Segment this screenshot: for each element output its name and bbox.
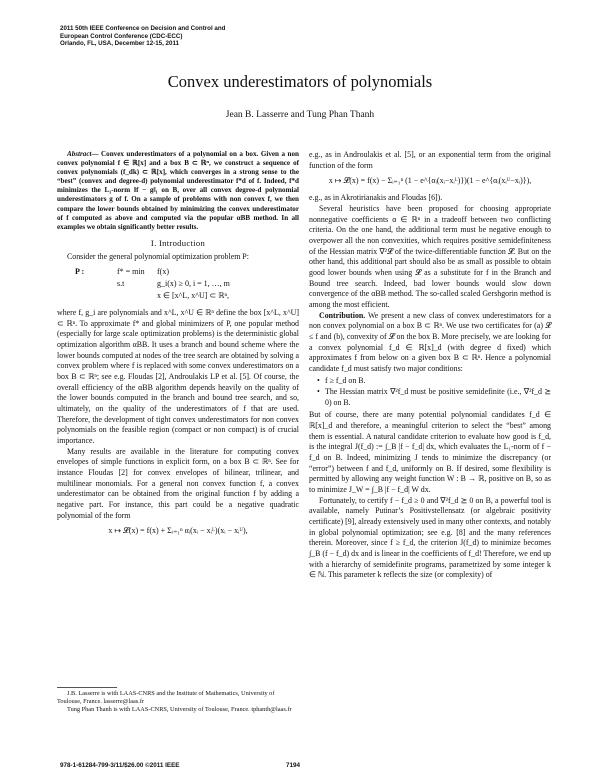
intro-paragraph-3: Many results are available in the literature for computing convex envelopes of simple functions in explicit form, on a box B ⊂ ℝⁿ. See for instance Floudas [2] for convex envelopes of bilinear, trilinear, and multilinear monomials. For a general non convex function f, a convex underestimator can be obtained from the original function f by adding a negative part. For instance, this part could be a negative quadratic polynomial of the form — [57, 446, 299, 520]
section-heading-introduction: I. Introduction — [150, 237, 206, 248]
equation-label — [75, 290, 117, 302]
paper-authors: Jean B. Lasserre and Tung Phan Thanh — [225, 110, 375, 120]
footnote-rule — [57, 687, 117, 688]
abstract — [57, 150, 299, 232]
equation-label: P : — [75, 267, 85, 277]
equation-label — [75, 278, 117, 290]
conference-line-3: Orlando, FL, USA, December 12-15, 2011 — [60, 40, 179, 48]
equation-body: f(x) — [157, 267, 169, 277]
list-item: • The Hessian matrix ∇²f_d must be positive semidefinite (i.e., ∇²f_d ⪰ 0) on B. — [317, 387, 551, 408]
footer-page-number: 7194 — [286, 762, 301, 769]
conference-header — [60, 25, 310, 48]
quadratic-underestimator-equation: x ↦ 𝓛(x) = f(x) + Σᵢ₌₁ⁿ αᵢ(xᵢ − xᵢᴸ)(xᵢ − xᵢᵁ), — [108, 526, 248, 536]
intro-paragraph-2: where f, g_i are polynomials and x^L, x^U ∈ ℝⁿ define the box [x^L, x^U] ⊂ ℝⁿ. To approximate f* and global minimizers of P, one popular method (especially for large scale optimization problems) is the deterministic global optimization algorithm αBB. It uses a branch and bound scheme where the lower bounds computed at nodes of the tree search are obtained by solving a convex problem where f is replaced with some convex underestimators on a box B ⊂ ℝⁿ; see e.g. Floudas [2], Androulakis LP et al. [5]. Of course, the overall efficiency of the αBB algorithm depends heavily on the quality of the lower bounds computed in the branch and bound tree search, and so, ultimately, on the quality of the underestimators of f that are used. Therefore, the development of tight convex underestimators for non convex polynomials on the feasible region (compact or non compact) is of crucial importance. — [57, 308, 299, 446]
equation-body: x ∈ [x^L, x^U] ⊂ ℝⁿ, — [157, 291, 230, 301]
footnotes — [57, 690, 299, 713]
equation-row — [75, 290, 299, 302]
exponential-underestimator-equation: x ↦ 𝓛(x) = f(x) − Σᵢ₌₁ⁿ (1 − e^{αᵢ(xᵢ−xᵢᴸ)})(1 − e^{αᵢ(xᵢᵁ−xᵢ)}), — [328, 176, 532, 186]
footer-isbn: 978-1-61284-799-3/11/$26.00 ©2011 IEEE — [60, 762, 180, 769]
footnote-2: Tung Phan Thanh is with LAAS-CNRS, University of Toulouse, France. tphanth@laas.fr — [67, 705, 292, 713]
problem-formulation-equation — [75, 266, 299, 302]
list-item: • f ≥ f_d on B. — [317, 376, 551, 387]
footnote-1: J.B. Lasserre is with LAAS-CNRS and the Institute of Mathematics, University of Toulouse, France. lasserre@laas.fr — [57, 690, 275, 705]
conference-line-1: 2011 50th IEEE Conference on Decision and Control and — [60, 25, 226, 32]
conference-line-2: European Control Conference (CDC-ECC) — [60, 32, 183, 40]
right-paragraph-2: e.g., as in Akrotirianakis and Floudas [6]). — [309, 193, 443, 203]
paper-title: Convex underestimators of polynomials — [167, 72, 433, 91]
equation-operator: s.t — [117, 279, 125, 289]
right-paragraph-3: Several heuristics have been proposed for choosing appropriate nonnegative coefficients α ∈ ℝⁿ in a tradeoff between two conflicting criteria. On the one hand, the additional term must be negative enough to overpower all the non convexities, which requires positive semidefiniteness of the Hessian matrix ∇²𝓛 of the twice-differentiable function 𝓛. But on the other hand, this additional part should also be as small as possible to obtain good lower bounds when using 𝓛 as a substitute for f in the Branch and Bound tree search. Indeed, bad lower bounds would slow down convergence of the αBB method. The so-called scaled Gershgorin method is among the most efficient. — [309, 203, 551, 309]
contribution-paragraph — [309, 311, 551, 375]
abstract-text: — Convex underestimators of a polynomial on a box. Given a non convex polynomial f ∈ ℝ[x] and a box B ⊂ ℝⁿ, we construct a sequence of convex polynomials (f_dk) ⊂ ℝ[x], which converges in a strong sense to the “best” (convex and degree-d) polynomial underestimator f*d of f. Indeed, f*d minimizes the L₁-norm ‖f − g‖₁ on B, over all convex degree-d polynomial underestimators g of f. On a sample of problems with non convex f, we then compare the lower bounds obtained by minimizing the convex underestimator of f computed as above and computed via the popular αBB method. In all examples we obtain significantly better results. — [57, 150, 299, 231]
equation-row — [75, 266, 299, 278]
equation-operator — [117, 290, 157, 302]
right-column — [309, 150, 551, 581]
right-paragraph-1: e.g., as in Androulakis et al. [5], or an exponential term from the original function of the form — [309, 150, 551, 170]
right-paragraph-6: Fortunately, to certify f − f_d ≥ 0 and ∇²f_d ⪰ 0 on B, a powerful tool is available, namely Putinar’s Positivstellensatz (or algebraic positivity certificate) [9], already extensively used in many other contexts, and notably in global polynomial optimization; see e.g. [8] and the many references therein. Moreover, since f ≥ f_d, the criterion J(f_d) to minimize becomes ∫_B (f − f_d) dx and is linear in the coefficients of f_d! Therefore, we end up with a hierarchy of semidefinite programs, parametrized by some integer k ∈ ℕ. This parameter k reflects the size (or complexity) of — [309, 495, 551, 580]
contribution-lead: Contribution. — [319, 310, 366, 320]
contribution-text: We present a new class of convex underestimators for a non convex polynomial on a box B ⊂ ℝⁿ. We use two certificates for (a) 𝓛 ≤ f and (b), convexity of 𝓛 on the box B. More precisely, we are looking for a convex polynomial f_d ∈ ℝ[x]_d (with degree d fixed) which approximates f from below on a given box B ⊂ ℝⁿ. Hence a polynomial candidate f_d must satisfy two major conditions: — [309, 310, 551, 373]
abstract-lead: Abstract — [67, 150, 92, 158]
equation-operator: f* = min — [117, 267, 145, 277]
intro-paragraph-1: Consider the general polynomial optimization problem P: — [67, 251, 249, 261]
equation-row — [75, 278, 299, 290]
right-paragraph-5: But of course, there are many potential polynomial candidates f_d ∈ ℝ[x]_d and therefore, a meaningful criterion to select the “best” among them is essential. A natural candidate criterion to evaluate how good is f_d, is the integral J(f_d) := ∫_B |f − f_d| dx, which evaluates the L₁-norm of f − f_d on B. Indeed, minimizing J tends to minimize the discrepancy (or “error”) between f and f_d, uniformly on B. If desired, some flexibility is permitted by allowing any weight function W : B → ℝ, positive on B, so as to minimize J_W = ∫_B |f − f_d| W dx. — [309, 410, 551, 495]
equation-body: g_i(x) ≥ 0, i = 1, …, m — [157, 279, 230, 289]
left-column — [57, 150, 299, 543]
conditions-list — [317, 376, 551, 408]
